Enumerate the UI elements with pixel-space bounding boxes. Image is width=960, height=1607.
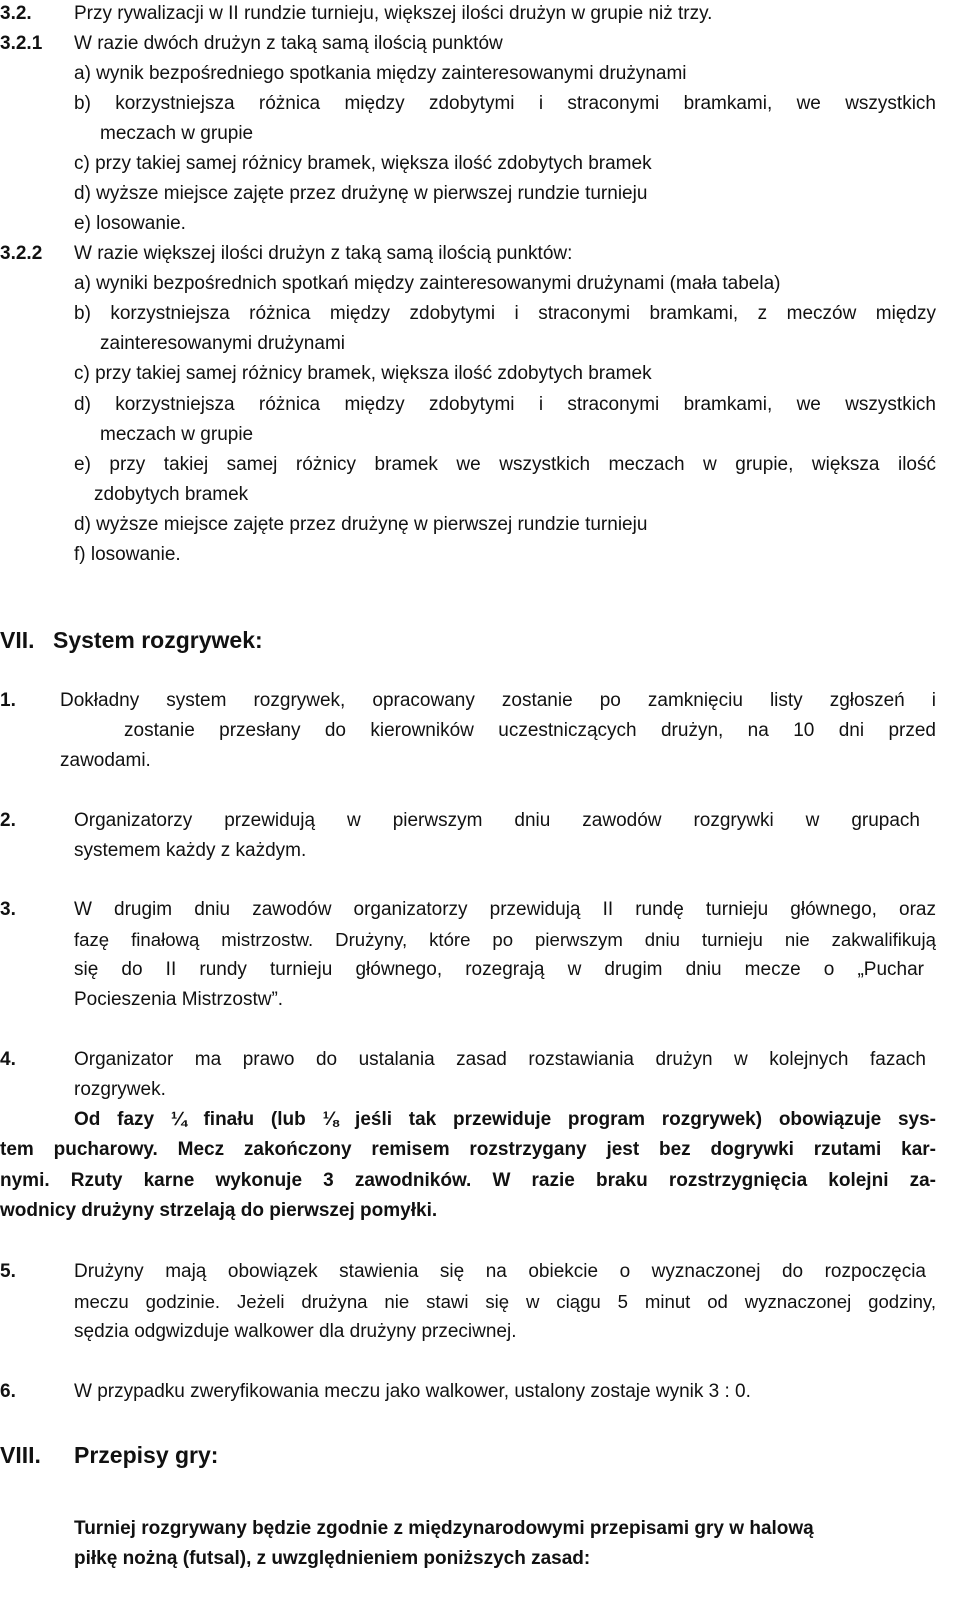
paragraph-line: W drugim dniu zawodów organizatorzy przewidują II rundę turnieju głównego, oraz: [74, 899, 936, 920]
paragraph-line: Organizator ma prawo do ustalania zasad rozstawiania drużyn w kolejnych fazach: [74, 1049, 926, 1070]
bold-rule-line: Od fazy ¼ finału (lub ⅛ jeśli tak przewiduje program rozgrywek) obowiązuje sys-: [74, 1109, 936, 1130]
bold-paragraph-line: piłkę nożną (futsal), z uwzględnieniem poniższych zasad:: [74, 1548, 591, 1569]
paragraph-number: 6.: [0, 1381, 16, 1402]
bold-rule-line: tem pucharowy. Mecz zakończony remisem rozstrzygany jest bez dogrywki rzutami kar-: [0, 1139, 936, 1160]
paragraph-line: meczu godzinie. Jeżeli drużyna nie stawi się w ciągu 5 minut od wyznaczonej godziny,: [74, 1291, 936, 1312]
chapter-number: VIII.: [0, 1442, 41, 1468]
list-item-continuation: meczach w grupie: [100, 123, 254, 144]
paragraph-line: Pocieszenia Mistrzostw”.: [74, 989, 284, 1010]
list-item: e) losowanie.: [74, 213, 186, 234]
section-text: Przy rywalizacji w II rundzie turnieju, większej ilości drużyn w grupie niż trzy.: [74, 3, 713, 24]
subsection-intro: W razie większej ilości drużyn z taką samą ilością punktów:: [74, 243, 573, 264]
list-item: b) korzystniejsza różnica między zdobytymi i straconymi bramkami, we wszystkich: [74, 93, 936, 114]
list-item: d) wyższe miejsce zajęte przez drużynę w pierwszej rundzie turnieju: [74, 183, 648, 204]
paragraph-line: systemem każdy z każdym.: [74, 840, 307, 861]
chapter-title: System rozgrywek:: [53, 627, 263, 653]
list-item: c) przy takiej samej różnicy bramek, większa ilość zdobytych bramek: [74, 363, 652, 384]
list-item: d) wyższe miejsce zajęte przez drużynę w pierwszej rundzie turnieju: [74, 514, 648, 535]
bold-rule-line: wodnicy drużyny strzelają do pierwszej pomyłki.: [0, 1200, 438, 1221]
paragraph-line: W przypadku zweryfikowania meczu jako walkower, ustalony zostaje wynik 3 : 0.: [74, 1381, 751, 1402]
subsection-number: 3.2.1: [0, 33, 43, 54]
list-item: d) korzystniejsza różnica między zdobytymi i straconymi bramkami, we wszystkich: [74, 394, 936, 415]
paragraph-line: fazę finałową mistrzostw. Drużyny, które po pierwszym dniu turnieju nie zakwalifikują: [74, 929, 936, 950]
subsection-number: 3.2.2: [0, 243, 43, 264]
list-item: f) losowanie.: [74, 544, 181, 565]
paragraph-line: zawodami.: [60, 750, 151, 771]
section-number: 3.2.: [0, 3, 32, 24]
subsection-intro: W razie dwóch drużyn z taką samą ilością punktów: [74, 33, 503, 54]
bold-paragraph-line: Turniej rozgrywany będzie zgodnie z międzynarodowymi przepisami gry w halową: [74, 1518, 814, 1539]
chapter-title: Przepisy gry:: [74, 1442, 219, 1468]
list-item-continuation: zdobytych bramek: [94, 484, 249, 505]
paragraph-number: 4.: [0, 1049, 16, 1070]
list-item-continuation: zainteresowanymi drużynami: [100, 333, 345, 354]
chapter-number: VII.: [0, 627, 35, 653]
paragraph-line: Dokładny system rozgrywek, opracowany zostanie po zamknięciu listy zgłoszeń i: [60, 690, 936, 711]
paragraph-line: się do II rundy turnieju głównego, rozegrają w drugim dniu mecze o „Puchar: [74, 959, 924, 980]
paragraph-number: 2.: [0, 810, 16, 831]
list-item: e) przy takiej samej różnicy bramek we wszystkich meczach w grupie, większa ilość: [74, 454, 936, 475]
paragraph-number: 5.: [0, 1261, 16, 1282]
paragraph-line: Drużyny mają obowiązek stawienia się na obiekcie o wyznaczonej do rozpoczęcia: [74, 1261, 926, 1282]
paragraph-line: zostanie przesłany do kierowników uczestniczących drużyn, na 10 dni przed: [124, 720, 936, 741]
paragraph-line: sędzia odgwizduje walkower dla drużyny przeciwnej.: [74, 1321, 517, 1342]
paragraph-line: rozgrywek.: [74, 1079, 166, 1100]
list-item-continuation: meczach w grupie: [100, 424, 254, 445]
bold-rule-line: nymi. Rzuty karne wykonuje 3 zawodników. W razie braku rozstrzygnięcia kolejni za-: [0, 1170, 936, 1191]
paragraph-number: 1.: [0, 690, 16, 711]
list-item: c) przy takiej samej różnicy bramek, większa ilość zdobytych bramek: [74, 153, 652, 174]
list-item: a) wynik bezpośredniego spotkania między zainteresowanymi drużynami: [74, 63, 687, 84]
paragraph-line: Organizatorzy przewidują w pierwszym dniu zawodów rozgrywki w grupach: [74, 810, 920, 831]
paragraph-number: 3.: [0, 899, 16, 920]
list-item: a) wyniki bezpośrednich spotkań między zainteresowanymi drużynami (mała tabela): [74, 273, 781, 294]
list-item: b) korzystniejsza różnica między zdobytymi i straconymi bramkami, z meczów między: [74, 303, 936, 324]
